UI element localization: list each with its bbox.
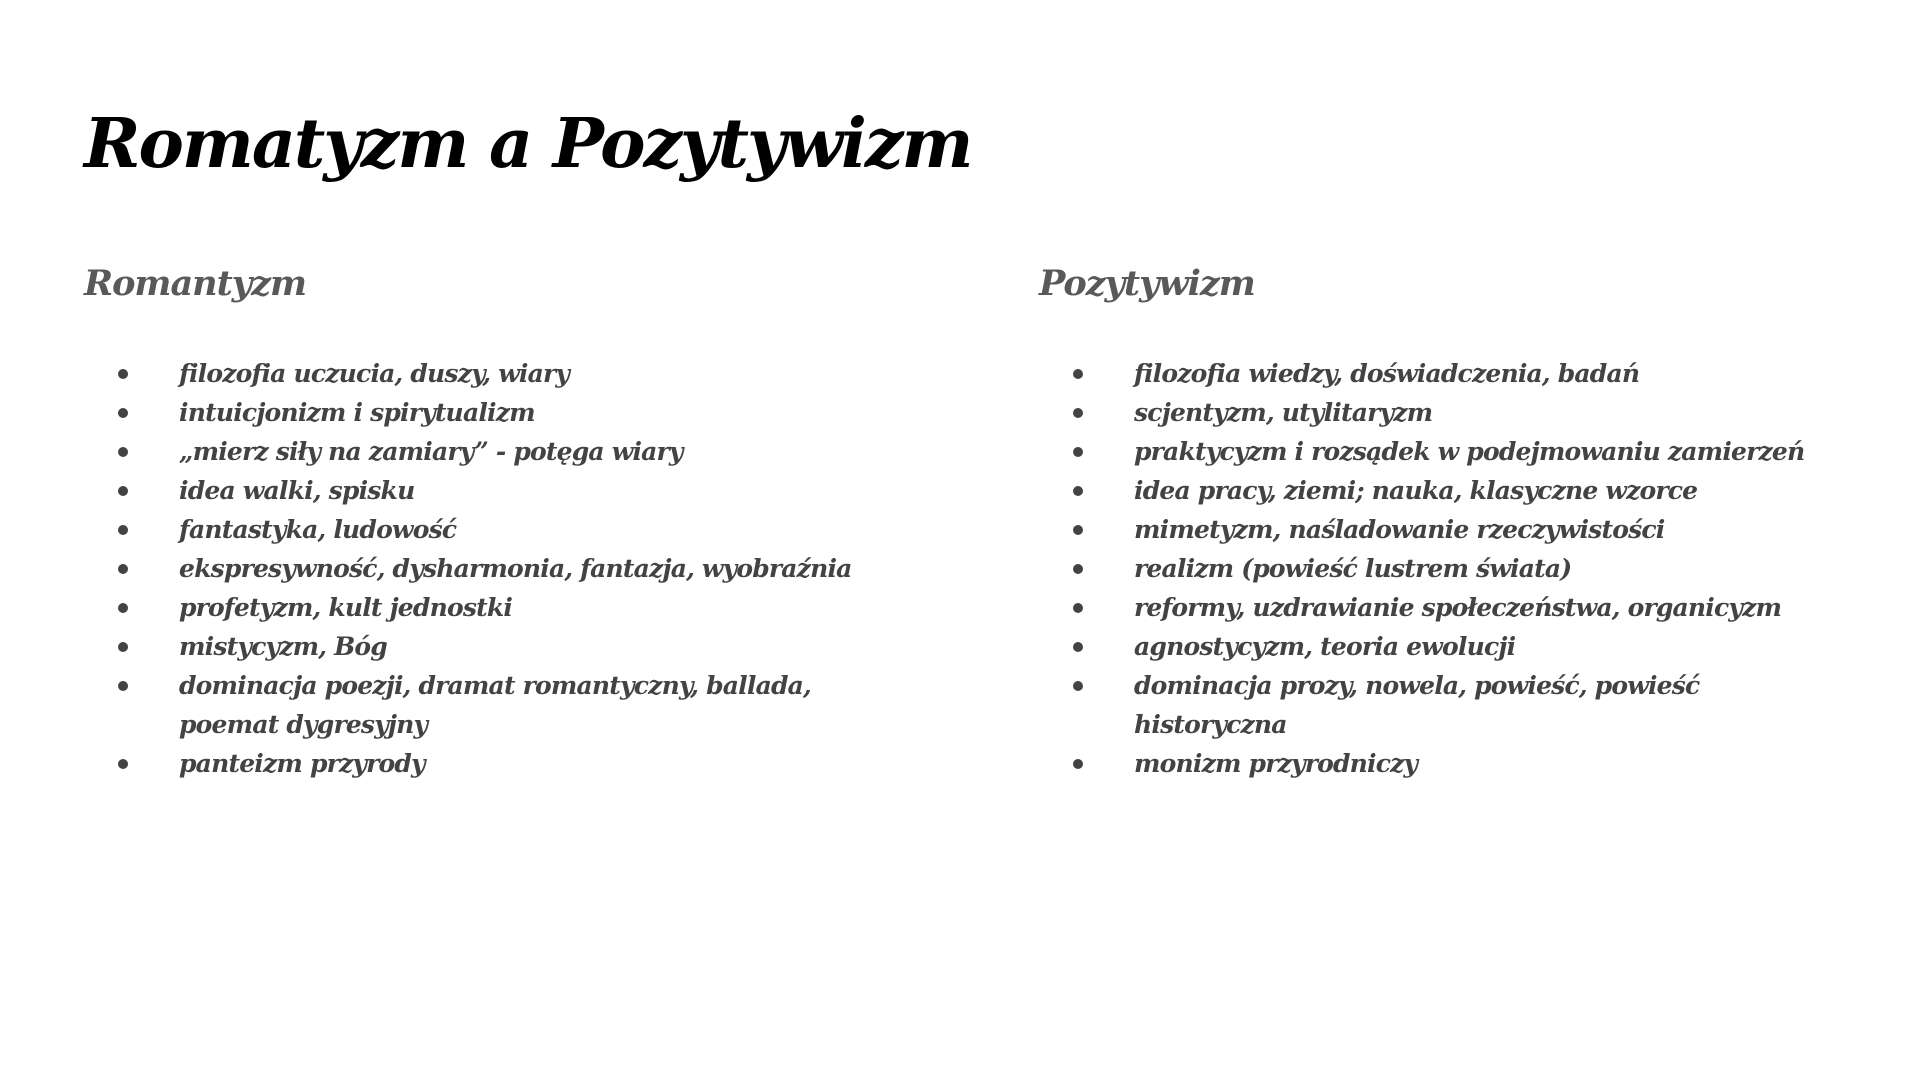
bullet-list-pozytywizm xyxy=(1039,354,1839,783)
column-pozytywizm xyxy=(1039,262,1839,783)
list-item-text: realizm (powieść lustrem świata) xyxy=(1134,554,1572,583)
bullet-icon xyxy=(118,564,128,574)
bullet-icon xyxy=(1073,486,1083,496)
bullet-icon xyxy=(1073,369,1083,379)
list-item-text: panteizm przyrody xyxy=(179,749,425,778)
list-item-text: idea pracy, ziemi; nauka, klasyczne wzorce xyxy=(1134,476,1698,505)
bullet-icon xyxy=(1073,759,1083,769)
list-item xyxy=(1039,432,1854,471)
list-item xyxy=(84,432,899,471)
list-item xyxy=(1039,393,1854,432)
bullet-icon xyxy=(1073,525,1083,535)
list-item xyxy=(1039,354,1854,393)
list-item-text: praktycyzm i rozsądek w podejmowaniu zamierzeń xyxy=(1134,437,1805,466)
list-item xyxy=(84,627,899,666)
bullet-icon xyxy=(1073,408,1083,418)
bullet-icon xyxy=(118,681,128,691)
list-item xyxy=(84,744,899,783)
list-item-text: dominacja prozy, nowela, powieść, powieść historyczna xyxy=(1134,671,1700,739)
list-item-text: profetyzm, kult jednostki xyxy=(179,593,513,622)
list-item-text: monizm przyrodniczy xyxy=(1134,749,1418,778)
slide-title: Romatyzm a Pozytywizm xyxy=(84,104,972,184)
list-item xyxy=(1039,666,1854,744)
bullet-icon xyxy=(1073,642,1083,652)
list-item-text: agnostycyzm, teoria ewolucji xyxy=(1134,632,1516,661)
bullet-icon xyxy=(1073,603,1083,613)
list-item-text: mistycyzm, Bóg xyxy=(179,632,387,661)
column-heading-romantyzm: Romantyzm xyxy=(84,263,307,304)
bullet-icon xyxy=(118,759,128,769)
list-item xyxy=(1039,588,1854,627)
list-item xyxy=(1039,549,1854,588)
list-item xyxy=(1039,471,1854,510)
list-item xyxy=(84,471,899,510)
list-item-text: intuicjonizm i spirytualizm xyxy=(179,398,535,427)
bullet-icon xyxy=(118,642,128,652)
list-item xyxy=(84,666,899,744)
bullet-icon xyxy=(1073,564,1083,574)
list-item-text: scjentyzm, utylitaryzm xyxy=(1134,398,1433,427)
column-romantyzm xyxy=(84,262,884,783)
list-item xyxy=(1039,744,1854,783)
list-item-text: „mierz siły na zamiary” - potęga wiary xyxy=(179,437,683,466)
list-item-text: mimetyzm, naśladowanie rzeczywistości xyxy=(1134,515,1665,544)
bullet-icon xyxy=(118,369,128,379)
list-item xyxy=(84,354,899,393)
list-item-text: fantastyka, ludowość xyxy=(179,515,457,544)
list-item xyxy=(84,393,899,432)
bullet-icon xyxy=(118,486,128,496)
bullet-icon xyxy=(1073,681,1083,691)
list-item-text: reformy, uzdrawianie społeczeństwa, organicyzm xyxy=(1134,593,1782,622)
list-item-text: idea walki, spisku xyxy=(179,476,415,505)
bullet-icon xyxy=(118,408,128,418)
list-item xyxy=(84,588,899,627)
bullet-icon xyxy=(1073,447,1083,457)
bullet-icon xyxy=(118,447,128,457)
list-item-text: filozofia wiedzy, doświadczenia, badań xyxy=(1134,359,1640,388)
list-item-text: filozofia uczucia, duszy, wiary xyxy=(179,359,570,388)
bullet-icon xyxy=(118,525,128,535)
list-item-text: ekspresywność, dysharmonia, fantazja, wyobraźnia xyxy=(179,554,852,583)
list-item-text: dominacja poezji, dramat romantyczny, ballada, poemat dygresyjny xyxy=(179,671,811,739)
list-item xyxy=(84,510,899,549)
list-item xyxy=(1039,510,1854,549)
bullet-icon xyxy=(118,603,128,613)
column-heading-pozytywizm: Pozytywizm xyxy=(1039,263,1255,304)
list-item xyxy=(84,549,899,588)
bullet-list-romantyzm xyxy=(84,354,884,783)
list-item xyxy=(1039,627,1854,666)
